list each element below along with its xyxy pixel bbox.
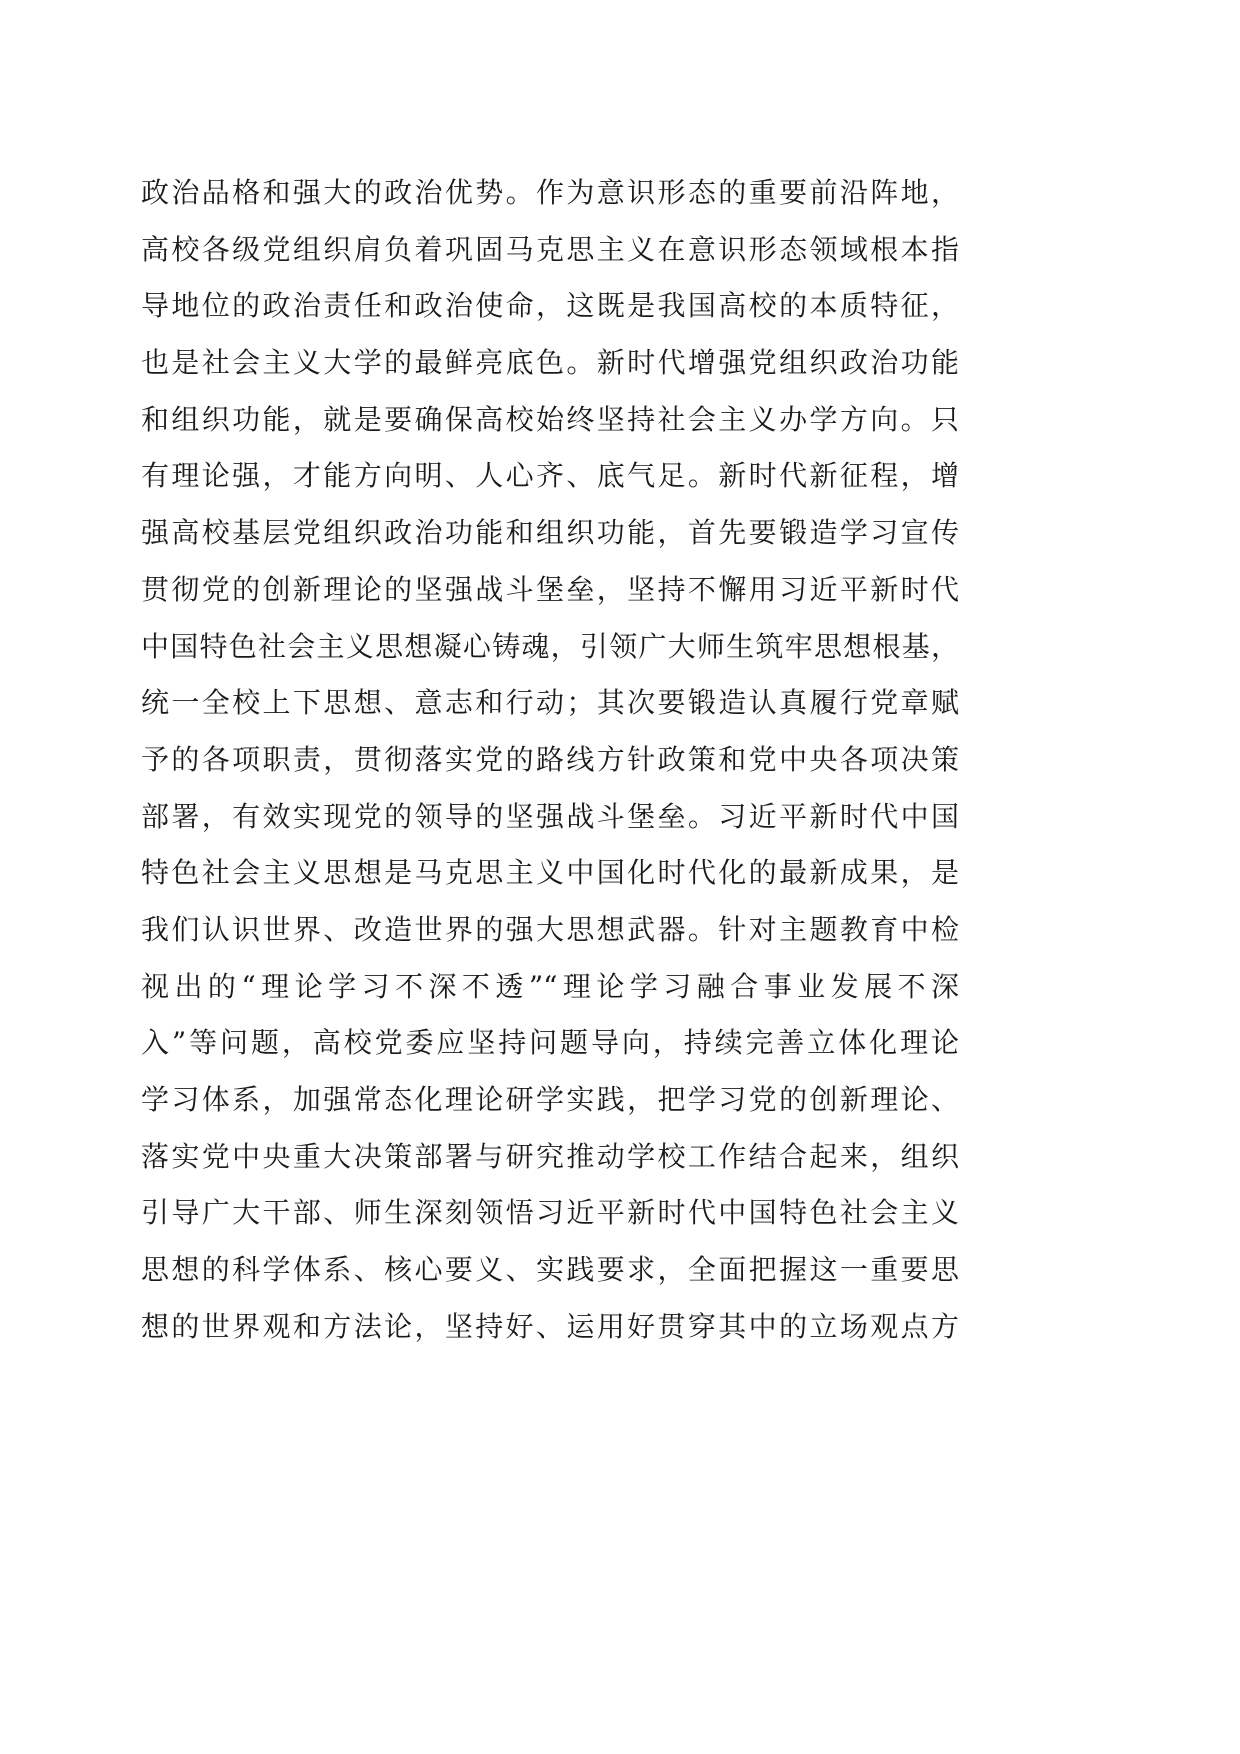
text-line: 我们认识世界、改造世界的强大思想武器。针对主题教育中检 xyxy=(141,912,959,946)
text-line: 强高校基层党组织政治功能和组织功能，首先要锻造学习宣传 xyxy=(141,516,959,550)
text-line: 思想的科学体系、核心要义、实践要求，全面把握这一重要思 xyxy=(141,1253,959,1287)
text-line: 也是社会主义大学的最鲜亮底色。新时代增强党组织政治功能 xyxy=(141,346,959,380)
text-line: 视出的“理论学习不深不透”“理论学习融合事业发展不深 xyxy=(141,969,959,1003)
text-line: 和组织功能，就是要确保高校始终坚持社会主义办学方向。只 xyxy=(141,402,959,436)
text-line: 予的各项职责，贯彻落实党的路线方针政策和党中央各项决策 xyxy=(141,742,959,776)
text-line: 想的世界观和方法论，坚持好、运用好贯穿其中的立场观点方 xyxy=(141,1309,959,1343)
text-line: 引导广大干部、师生深刻领悟习近平新时代中国特色社会主义 xyxy=(141,1196,959,1230)
text-line: 特色社会主义思想是马克思主义中国化时代化的最新成果，是 xyxy=(141,856,959,890)
text-line: 落实党中央重大决策部署与研究推动学校工作结合起来，组织 xyxy=(141,1139,959,1173)
text-line: 入”等问题，高校党委应坚持问题导向，持续完善立体化理论 xyxy=(141,1026,959,1060)
text-line: 有理论强，才能方向明、人心齐、底气足。新时代新征程，增 xyxy=(141,459,959,493)
body-paragraph xyxy=(141,165,959,1355)
text-line: 高校各级党组织肩负着巩固马克思主义在意识形态领域根本指 xyxy=(141,232,959,266)
text-line: 中国特色社会主义思想凝心铸魂，引领广大师生筑牢思想根基， xyxy=(141,629,959,663)
text-line: 贯彻党的创新理论的坚强战斗堡垒，坚持不懈用习近平新时代 xyxy=(141,572,959,606)
text-line: 政治品格和强大的政治优势。作为意识形态的重要前沿阵地， xyxy=(141,176,959,209)
text-line: 学习体系，加强常态化理论研学实践，把学习党的创新理论、 xyxy=(141,1083,959,1116)
text-line: 导地位的政治责任和政治使命，这既是我国高校的本质特征， xyxy=(141,289,959,323)
text-line: 统一全校上下思想、意志和行动；其次要锻造认真履行党章赋 xyxy=(141,686,959,720)
text-line: 部署，有效实现党的领导的坚强战斗堡垒。习近平新时代中国 xyxy=(141,799,959,833)
